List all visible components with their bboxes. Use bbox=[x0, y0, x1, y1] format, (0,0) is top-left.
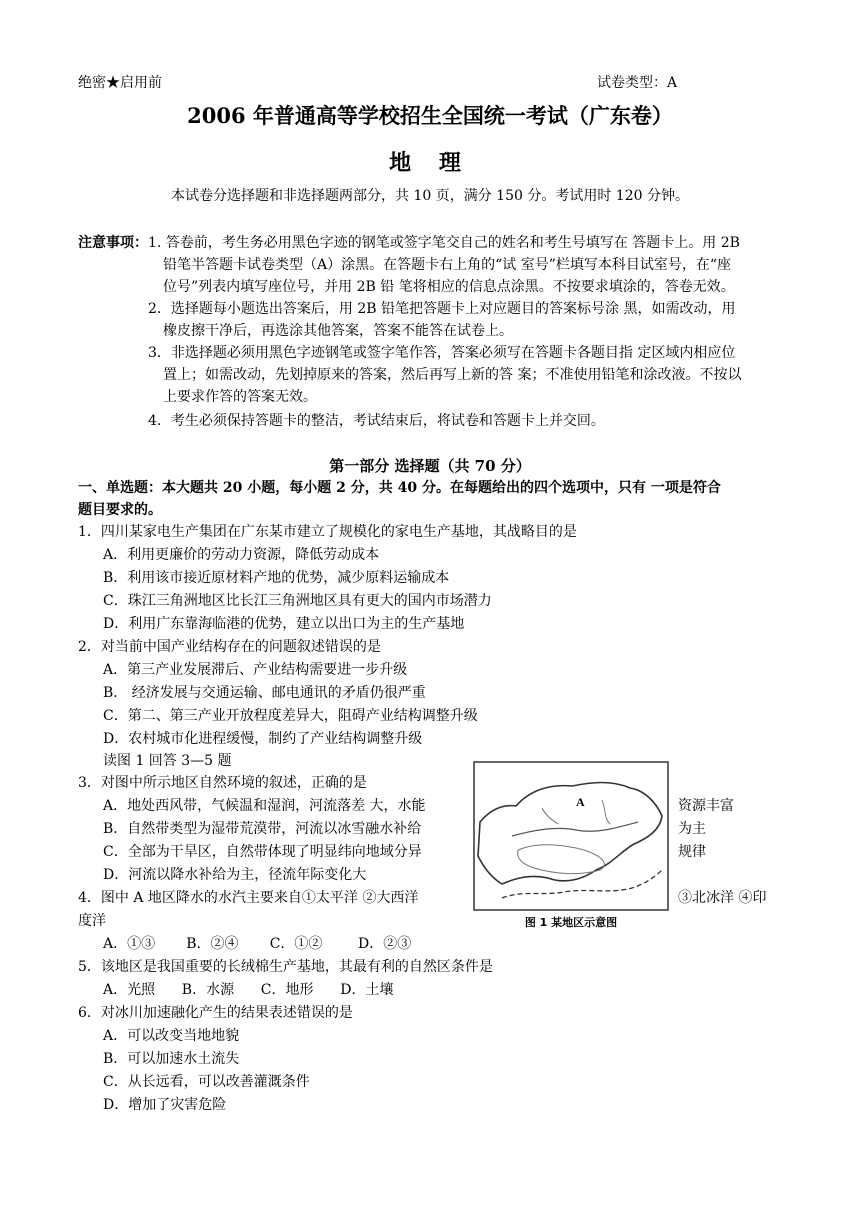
section-instructions: 一、单选题：本大题共 20 小题，每小题 2 分，共 40 分。在每题给出的四个选项中，只有 一项是符合 bbox=[78, 480, 721, 496]
exam-title: 2006 年普通高等学校招生全国统一考试（广东卷） bbox=[187, 103, 673, 128]
option: D．河流以降水补给为主，径流年际变化大 bbox=[103, 867, 367, 883]
option: C．珠江三角洲地区比长江三角洲地区具有更大的国内市场潜力 bbox=[103, 593, 492, 609]
notes-line: 上要求作答的答案无效。 bbox=[163, 389, 317, 405]
notes-line: 橡皮擦干净后，再选涂其他答案，答案不能答在试卷上。 bbox=[163, 323, 513, 339]
option: C．全部为干旱区，自然带体现了明显纬向地域分异 bbox=[103, 844, 422, 860]
option: B．可以加速水土流失 bbox=[103, 1051, 240, 1067]
exam-intro: 本试卷分选择题和非选择题两部分，共 10 页，满分 150 分。考试用时 120 分钟。 bbox=[171, 188, 689, 204]
paper-type-label: 试卷类型：A bbox=[597, 75, 678, 91]
option-continuation: 资源丰富 bbox=[678, 798, 734, 814]
part-heading: 第一部分 选择题（共 70 分） bbox=[329, 457, 531, 475]
question-stem: 4．图中 A 地区降水的水汽主要来自①太平洋 ②大西洋 bbox=[78, 890, 419, 906]
question-stem: 1．四川某家电生产集团在广东某市建立了规模化的家电生产基地，其战略目的是 bbox=[78, 524, 577, 540]
question-stem: 5．该地区是我国重要的长绒棉生产基地，其最有利的自然区条件是 bbox=[78, 959, 493, 975]
notes-line: 3．非选择题必须用黑色字迹钢笔或签字笔作答，答案必须写在答题卡各题目指 定区域内相应位 bbox=[148, 345, 736, 361]
question-stem: 6．对冰川加速融化产生的结果表述错误的是 bbox=[78, 1005, 353, 1021]
notes-line: 1. 答卷前，考生务必用黑色字迹的钢笔或签字笔交自己的姓名和考生号填写在 答题卡上。用 2B bbox=[148, 235, 740, 251]
read-map-instruction: 读图 1 回答 3—5 题 bbox=[103, 753, 232, 769]
notes-line: 2．选择题每小题选出答案后，用 2B 铅笔把答题卡上对应题目的答案标号涂 黑，如需改动，用 bbox=[148, 301, 736, 317]
option: B．利用该市接近原材料产地的优势，减少原料运输成本 bbox=[103, 570, 450, 586]
notes-line: 置上；如需改动，先划掉原来的答案，然后再写上新的答 案；不准使用铅笔和涂改液。不按以 bbox=[163, 367, 742, 383]
option-continuation: 规律 bbox=[678, 844, 706, 860]
option: A．利用更廉价的劳动力资源，降低劳动成本 bbox=[103, 547, 380, 563]
option-row: A．光照 B．水源 C．地形 D．土壤 bbox=[103, 982, 394, 998]
option: A．地处西风带，气候温和湿润，河流落差 大，水能 bbox=[103, 798, 426, 814]
figure-caption: 图 1 某地区示意图 bbox=[524, 916, 618, 929]
option: C．第二、第三产业开放程度差异大，阻碍产业结构调整升级 bbox=[103, 708, 478, 724]
option-row: A．①③ B．②④ C．①② D．②③ bbox=[103, 936, 412, 952]
option: B．自然带类型为湿带荒漠带，河流以冰雪融水补给 bbox=[103, 821, 422, 837]
secret-label: 绝密★启用前 bbox=[78, 75, 162, 91]
option: D．增加了灾害危险 bbox=[103, 1097, 227, 1113]
notes-label: 注意事项： bbox=[78, 235, 148, 251]
region-map bbox=[472, 760, 670, 932]
notes-line: 位号”列表内填写座位号，并用 2B 铅 笔将相应的信息点涂黑。不按要求填涂的，答卷无效。 bbox=[163, 279, 735, 295]
option: C．从长远看，可以改善灌溉条件 bbox=[103, 1074, 310, 1090]
option: B． 经济发展与交通运输、邮电通讯的矛盾仍很严重 bbox=[103, 685, 426, 701]
question-stem-continuation: 度洋 bbox=[78, 913, 106, 929]
option: D．农村城市化进程缓慢，制约了产业结构调整升级 bbox=[103, 731, 423, 747]
section-instructions: 题目要求的。 bbox=[78, 502, 162, 518]
option: A．可以改变当地地貌 bbox=[103, 1028, 240, 1044]
question-stem: 3．对图中所示地区自然环境的叙述，正确的是 bbox=[78, 775, 367, 791]
question-stem-continuation: ③北冰洋 ④印 bbox=[678, 890, 767, 906]
option-continuation: 为主 bbox=[678, 821, 706, 837]
question-stem: 2．对当前中国产业结构存在的问题叙述错误的是 bbox=[78, 639, 381, 655]
map-label-a: A bbox=[576, 795, 585, 809]
notes-line: 铅笔半答题卡试卷类型（A）涂黑。在答题卡右上角的“试 室号”栏填写本科目试室号，在“座 bbox=[163, 257, 732, 273]
option: A．第三产业发展滞后、产业结构需要进一步升级 bbox=[103, 662, 408, 678]
notes-line: 4．考生必须保持答题卡的整洁，考试结束后，将试卷和答题卡上并交回。 bbox=[148, 413, 605, 429]
subject-title: 地 理 bbox=[389, 150, 471, 176]
option: D．利用广东靠海临港的优势，建立以出口为主的生产基地 bbox=[103, 616, 465, 632]
region-map-figure bbox=[472, 760, 670, 932]
